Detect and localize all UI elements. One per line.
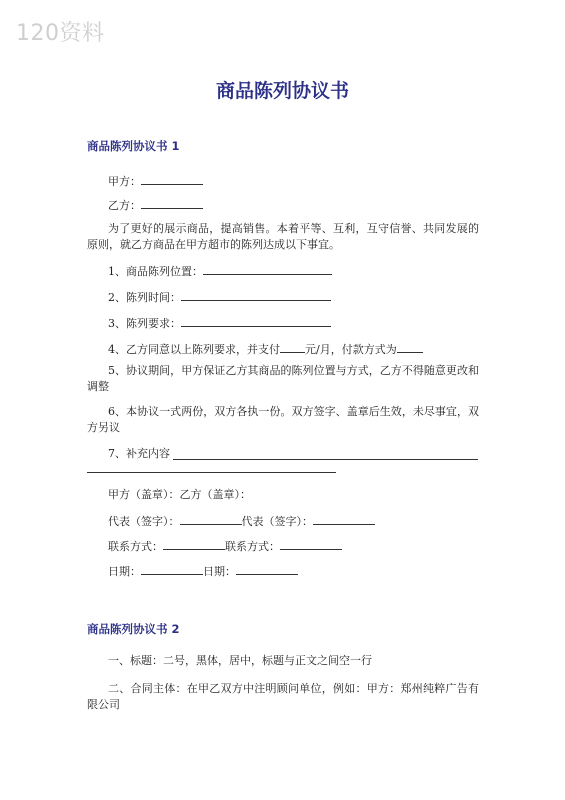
item-4-label-a: 4、乙方同意以上陈列要求，并支付 — [108, 343, 280, 356]
item-1-label: 1、商品陈列位置： — [108, 265, 203, 278]
party-b-line — [108, 197, 203, 213]
section-2-paragraph-2: 二、合同主体：在甲乙双方中注明顾问单位，例如：甲方：郑州纯粹广告有限公司 — [87, 682, 479, 711]
rep-a-blank — [180, 513, 242, 525]
item-2-blank — [181, 289, 331, 301]
watermark: 120资料 — [16, 21, 105, 46]
item-2-label: 2、陈列时间： — [108, 291, 181, 304]
party-a-label: 甲方： — [108, 175, 141, 188]
contact-a-label: 联系方式： — [108, 540, 163, 553]
item-4-payment-blank — [397, 341, 423, 353]
item-3-line — [108, 315, 331, 331]
party-a-line — [108, 173, 203, 189]
item-1-blank — [203, 263, 332, 275]
item-7-line — [108, 446, 170, 461]
item-4-line — [108, 341, 423, 357]
item-3-blank — [181, 315, 331, 327]
rep-b-label: 代表（签字）： — [241, 515, 313, 528]
intro-paragraph: 为了更好的展示商品，提高销售。本着平等、互利，互守信誉、共同发展的 原则，就乙方商品在甲方超市的陈列达成以下事宜。 — [87, 222, 479, 251]
item-4-label-b: 元/月，付款方式为 — [305, 343, 397, 356]
party-a-blank — [141, 173, 203, 185]
rep-b-blank — [313, 513, 375, 525]
contact-a-blank — [163, 538, 225, 550]
date-a-blank — [141, 563, 203, 575]
section-1-heading: 商品陈列协议书 1 — [87, 139, 180, 153]
contact-b-blank — [280, 538, 342, 550]
item-4-amount-blank — [280, 341, 305, 353]
item-7-label: 7、补充内容 — [108, 447, 170, 460]
rep-a-label: 代表（签字）： — [108, 515, 180, 528]
item-1-line — [108, 263, 332, 279]
party-b-label: 乙方： — [108, 199, 141, 212]
seal-line: 甲方（盖章）：乙方（盖章）： — [108, 488, 251, 501]
document-title: 商品陈列协议书 — [215, 80, 349, 102]
section-2-heading: 商品陈列协议书 2 — [87, 622, 180, 636]
item-2-line — [108, 289, 331, 305]
item-3-label: 3、陈列要求： — [108, 317, 181, 330]
date-a-label: 日期： — [108, 565, 141, 578]
section-2-paragraph-1: 一、标题：二号，黑体，居中，标题与正文之间空一行 — [108, 654, 372, 667]
item-7-blank — [173, 459, 478, 460]
representative-line — [108, 513, 375, 529]
date-b-label: 日期： — [203, 565, 236, 578]
item-6-paragraph: 6、本协议一式两份，双方各执一份。双方签字、盖章后生效，未尽事宜，双方另议 — [87, 405, 479, 434]
item-7-blank-continued — [87, 472, 336, 473]
party-b-blank — [141, 197, 203, 209]
date-line — [108, 563, 298, 579]
contact-b-label: 联系方式： — [225, 540, 280, 553]
item-5-paragraph: 5、协议期间，甲方保证乙方其商品的陈列位置与方式，乙方不得随意更改和调整 — [87, 364, 479, 393]
date-b-blank — [236, 563, 298, 575]
contact-line — [108, 538, 342, 554]
